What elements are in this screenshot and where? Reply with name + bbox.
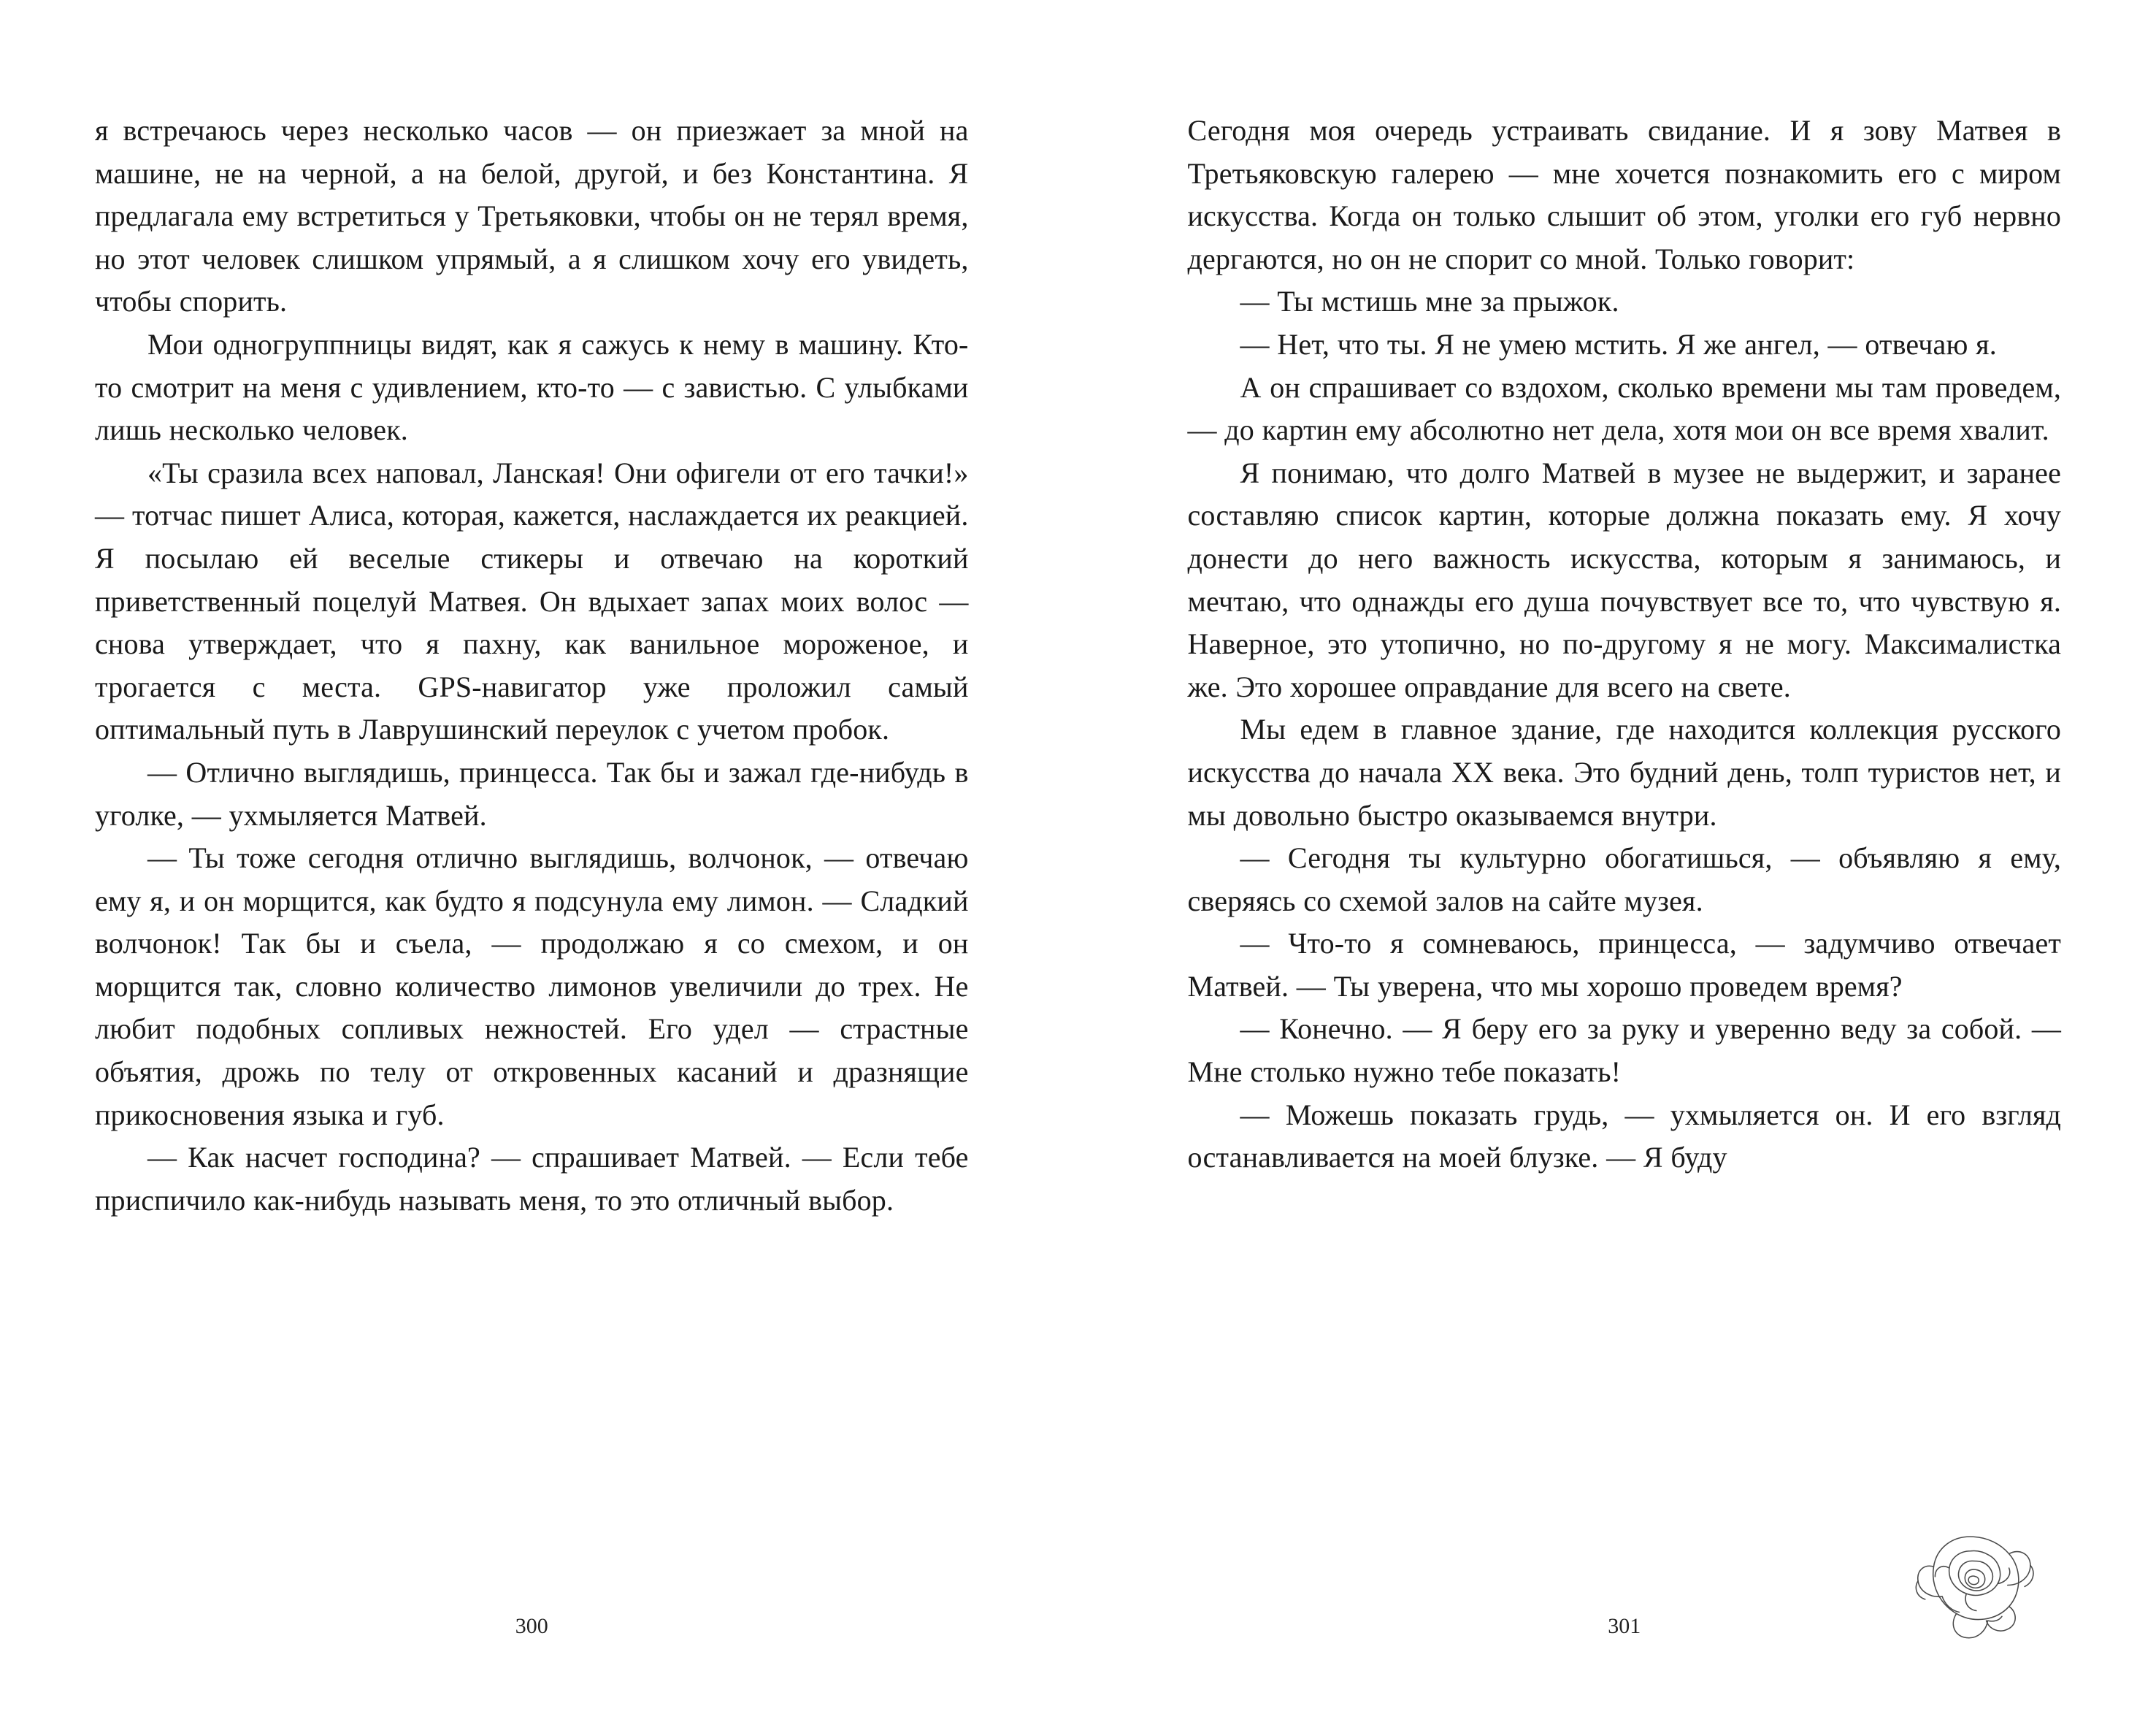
paragraph: Сегодня моя очередь устраивать свидание. И я зову Матвея в Третьяковскую галерею — мне хочется познакомить его с миром искусства. Когда он только слышит об этом, уголки его губ нервно дергаются, но он не спорит со мной. Только говорит: <box>1187 114 2061 275</box>
paragraph: я встречаюсь через несколько часов — он приезжает за мной на машине, не на черной, а на белой, другой, и без Константина. Я предлагала ему встретиться у Третьяковки, чтобы он не терял время, но этот человек слишком упрямый, а я слишком хочу его увидеть, чтобы спорить. <box>95 114 969 318</box>
right-page-text-column <box>1188 110 2062 1645</box>
paragraph: — Ты тоже сегодня отлично выглядишь, волчонок, — отвечаю ему я, и он морщится, как будто я подсунула ему лимон. — Сладкий волчонок! Так бы и съела, — продолжаю я со смехом, и он морщится так, словно количество лимонов увеличили до трех. Не любит подобных сопливых нежностей. Его удел — страстные объятия, дрожь по телу от откровенных касаний и дразнящие прикосновения языка и губ. <box>95 841 969 1131</box>
paragraph: А он спрашивает со вздохом, сколько времени мы там проведем, — до картин ему абсолютно нет дела, хотя мои он все время хвалит. <box>1187 370 2061 447</box>
right-page <box>1078 110 2062 1645</box>
paragraph: Мои одногруппницы видят, как я сажусь к нему в машину. Кто-то смотрит на меня с удивлением, кто-то — с завистью. С улыбками лишь несколько человек. <box>95 327 969 447</box>
rose-icon <box>1900 1517 2046 1652</box>
paragraph: — Сегодня ты культурно обогатишься, — объявляю я ему, сверяясь со схемой залов на сайте музея. <box>1187 841 2061 917</box>
paragraph: — Нет, что ты. Я не умею мстить. Я же ангел, — отвечаю я. <box>1240 327 1997 361</box>
page-number-right: 301 <box>1608 1614 1641 1638</box>
paragraph: — Ты мстишь мне за прыжок. <box>1240 285 1619 318</box>
paragraph: «Ты сразила всех наповал, Ланская! Они офигели от его тачки!» — тотчас пишет Алиса, которая, кажется, наслаждается их реакцией. Я посылаю ей веселые стикеры и отвечаю на короткий приветственный поцелуй Матвея. Он вдыхает запах моих волос — снова утверждает, что я пахну, как ванильное мороженое, и трогается с места. GPS-навигатор уже проложил самый оптимальный путь в Лаврушинский переулок с учетом пробок. <box>95 456 969 746</box>
paragraph: Мы едем в главное здание, где находится коллекция русского искусства до начала XX века. Это будний день, толп туристов нет, и мы довольно быстро оказываемся внутри. <box>1187 713 2061 832</box>
paragraph: — Отлично выглядишь, принцесса. Так бы и зажал где-нибудь в уголке, — ухмыляется Матвей. <box>95 755 969 832</box>
paragraph: — Можешь показать грудь, — ухмыляется он. И его взгляд останавливается на моей блузке. — Я буду <box>1187 1098 2061 1174</box>
left-page <box>95 110 1078 1645</box>
paragraph: — Как насчет господина? — спрашивает Матвей. — Если тебе приспичило как-нибудь называть меня, то это отличный выбор. <box>95 1141 969 1217</box>
paragraph: — Что-то я сомневаюсь, принцесса, — задумчиво отвечает Матвей. — Ты уверена, что мы хорошо проведем время? <box>1187 927 2061 1003</box>
left-page-text-column <box>95 110 969 1645</box>
page-number-left: 300 <box>515 1614 548 1638</box>
paragraph: — Конечно. — Я беру его за руку и уверенно веду за собой. — Мне столько нужно тебе показать! <box>1187 1012 2061 1089</box>
paragraph: Я понимаю, что долго Матвей в музее не выдержит, и заранее составляю список картин, которые должна показать ему. Я хочу донести до него важность искусства, которым я занимаюсь, и мечтаю, что однажды его душа почувствует все то, что чувствую я. Наверное, это утопично, но по-другому я не могу. Максималистка же. Это хорошее оправдание для всего на свете. <box>1187 456 2061 703</box>
